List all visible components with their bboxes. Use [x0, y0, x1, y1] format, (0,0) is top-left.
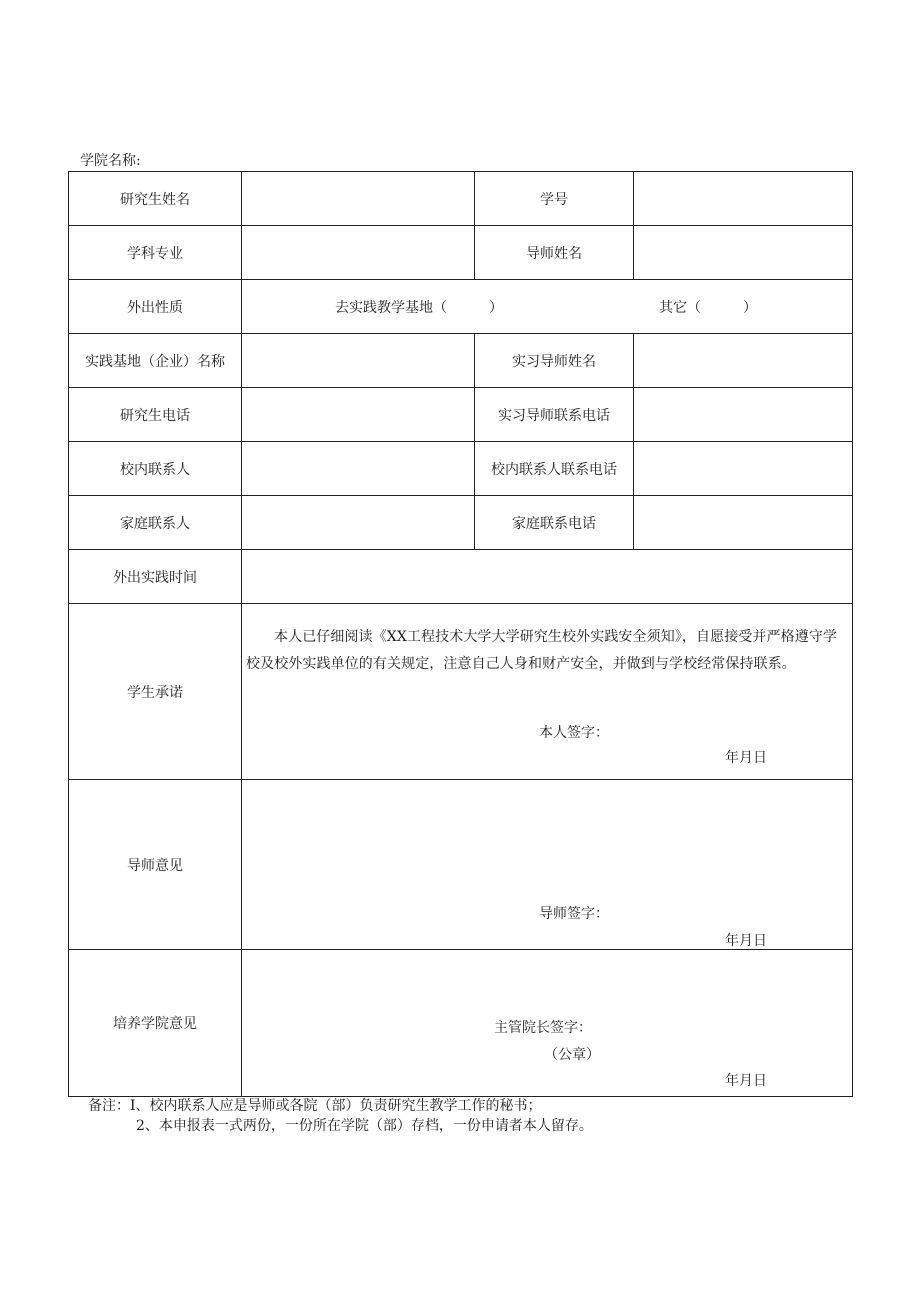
- intern-mentor-name-label: 实习导师姓名: [475, 334, 634, 388]
- outing-type-label: 外出性质: [69, 280, 242, 334]
- advisor-opinion-label: 导师意见: [69, 780, 242, 950]
- table-row: [69, 280, 853, 334]
- college-opinion-date: 年月日: [725, 1073, 767, 1089]
- practice-time-label: 外出实践时间: [69, 550, 242, 604]
- note-line-2: 2、本申报表一式两份，一份所在学院（部）存档，一份申请者本人留存。: [136, 1118, 593, 1134]
- intern-mentor-name-field[interactable]: [634, 334, 853, 388]
- advisor-name-field[interactable]: [634, 226, 853, 280]
- dean-signature-label: 主管院长签字：: [494, 1020, 592, 1036]
- major-label: 学科专业: [69, 226, 242, 280]
- application-form-table: [68, 171, 853, 1097]
- form-notes: [88, 1096, 593, 1136]
- campus-contact-field[interactable]: [242, 442, 475, 496]
- campus-contact-phone-field[interactable]: [634, 442, 853, 496]
- college-opinion-cell[interactable]: [242, 950, 853, 1097]
- student-signature-label: 本人签字：: [539, 725, 609, 741]
- campus-contact-label: 校内联系人: [69, 442, 242, 496]
- base-name-label: 实践基地（企业）名称: [69, 334, 242, 388]
- base-name-field[interactable]: [242, 334, 475, 388]
- official-seal-label: （公章）: [544, 1047, 600, 1063]
- advisor-opinion-date: 年月日: [725, 933, 767, 949]
- table-row: [69, 496, 853, 550]
- student-name-label: 研究生姓名: [69, 172, 242, 226]
- practice-time-field[interactable]: [242, 550, 853, 604]
- intern-mentor-phone-field[interactable]: [634, 388, 853, 442]
- note-line-1: 备注：I、校内联系人应是导师或各院（部）负责研究生教学工作的秘书；: [88, 1098, 542, 1114]
- pledge-cell: [242, 604, 853, 780]
- table-row: [69, 550, 853, 604]
- type-base-option[interactable]: 去实践教学基地（ ）: [335, 300, 503, 316]
- intern-mentor-phone-label: 实习导师联系电话: [475, 388, 634, 442]
- advisor-signature-label: 导师签字：: [539, 906, 609, 922]
- advisor-name-label: 导师姓名: [475, 226, 634, 280]
- student-phone-field[interactable]: [242, 388, 475, 442]
- student-name-field[interactable]: [242, 172, 475, 226]
- table-row: [69, 780, 853, 950]
- type-other-option[interactable]: 其它（ ）: [659, 300, 757, 316]
- student-phone-label: 研究生电话: [69, 388, 242, 442]
- college-name-label: 学院名称:: [80, 153, 141, 169]
- family-contact-field[interactable]: [242, 496, 475, 550]
- outing-type-field: [242, 280, 853, 334]
- pledge-label: 学生承诺: [69, 604, 242, 780]
- table-row: [69, 950, 853, 1097]
- table-row: [69, 172, 853, 226]
- pledge-text: 本人已仔细阅读《XX工程技术大学大学研究生校外实践安全须知》，自愿接受并严格遵守学校及校外实践单位的有关规定，注意自己人身和财产安全，并做到与学校经常保持联系。: [246, 629, 838, 672]
- family-contact-label: 家庭联系人: [69, 496, 242, 550]
- student-id-field[interactable]: [634, 172, 853, 226]
- table-row: [69, 604, 853, 780]
- college-opinion-label: 培养学院意见: [69, 950, 242, 1097]
- major-field[interactable]: [242, 226, 475, 280]
- table-row: [69, 388, 853, 442]
- student-id-label: 学号: [475, 172, 634, 226]
- table-row: [69, 226, 853, 280]
- table-row: [69, 442, 853, 496]
- campus-contact-phone-label: 校内联系人联系电话: [475, 442, 634, 496]
- table-row: [69, 334, 853, 388]
- family-phone-field[interactable]: [634, 496, 853, 550]
- family-phone-label: 家庭联系电话: [475, 496, 634, 550]
- pledge-date: 年月日: [725, 750, 767, 766]
- advisor-opinion-cell[interactable]: [242, 780, 853, 950]
